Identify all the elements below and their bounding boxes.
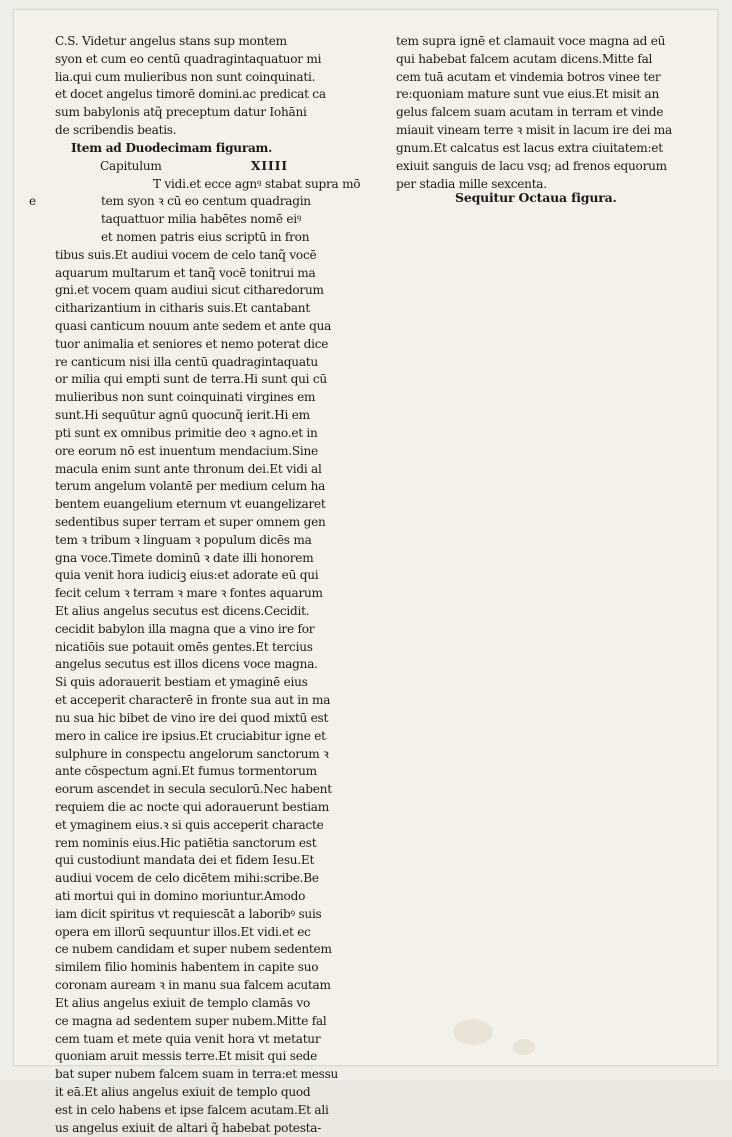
text-line: macula enim sunt ante thronum dei.Et vidi al [55, 461, 322, 476]
text-line: citharizantium in citharis suis.Et cantabant [55, 301, 310, 316]
text-line: et docet angelus timorē domini.ac predicat ca [55, 87, 326, 102]
text-line: ati mortui qui in domino moriuntur.Amodo [55, 889, 306, 903]
text-line: audiui vocem de celo dicētem mihi:scribe.Be [55, 871, 319, 886]
text-line: Et alius angelus secutus est dicens.Cecidit. [55, 604, 310, 618]
text-line: pti sunt ex omnibus primitie deo ꝛ agno.et in [55, 425, 318, 440]
text-line: ce nubem candidam et super nubem sedentem [55, 942, 332, 957]
text-line: lia.qui cum mulieribus non sunt coinquinati. [55, 69, 316, 84]
text-line: iam dicit spiritus vt requiescāt a laboribꝰ suis [55, 906, 322, 921]
text-line: aquarum multarum et tanq̃ vocē tonitrui ma [55, 265, 316, 280]
chapter-number: XIIII [251, 158, 289, 173]
text-line: sulphure in conspectu angelorum sanctorum ꝛ [55, 746, 329, 761]
text-line: fecit celum ꝛ terram ꝛ mare ꝛ fontes aquarum [55, 586, 323, 601]
text-line: ante cōspectum agni.Et fumus tormentorum [55, 764, 317, 779]
text-line: tibus suis.Et audiui vocem de celo tanq̃ vocē [55, 247, 317, 262]
text-line: miauit vineam terre ꝛ misit in lacum ire dei ma [396, 123, 672, 138]
text-line: T vidi.et ecce agnꝰ stabat supra mō [153, 176, 361, 191]
paper-stain [453, 1019, 493, 1045]
text-line: re canticum nisi illa centū quadragintaquatu [55, 354, 318, 369]
text-line: opera em illorū sequuntur illos.Et vidi.et ec [55, 924, 311, 939]
text-line: quasi canticum nouum ante sedem et ante qua [55, 319, 332, 333]
text-line: rem nominis eius.Hic patiētia sanctorum est [55, 835, 317, 850]
margin-letter: e [29, 194, 36, 209]
text-line: Et alius angelus exiuit de templo clamās vo [55, 995, 311, 1010]
text-line: similem filio hominis habentem in capite suo [55, 960, 319, 975]
text-line: de scribendis beatis. [55, 123, 177, 138]
text-line: gelus falcem suam acutam in terram et vinde [396, 105, 664, 120]
text-line: taquattuor milia habētes nomē eiꝰ [101, 212, 302, 227]
text-line: mulieribus non sunt coinquinati virgines em [55, 390, 316, 405]
text-line: gna voce.Timete dominū ꝛ date illi honorem [55, 550, 314, 565]
text-line: cecidit babylon illa magna que a vino ire for [55, 621, 315, 636]
text-line: sum babylonis atq̃ preceptum datur Iohāni [55, 105, 307, 120]
text-line: et ymaginem eius.ꝛ si quis acceperit characte [55, 817, 324, 832]
text-line: tem supra ignē et clamauit voce magna ad eū [396, 34, 666, 48]
text-line: requiem die ac nocte qui adorauerunt bestiam [55, 799, 329, 814]
text-line: or milia qui empti sunt de terra.Hi sunt qui cū [55, 372, 327, 387]
right-text-column [396, 33, 688, 193]
text-line: quia venit hora iudiciꝫ eius:et adorate eū qui [55, 568, 319, 583]
text-line: ce magna ad sedentem super nubem.Mitte fal [55, 1013, 327, 1028]
text-line: us angelus exiuit de altari q̃ habebat potesta- [55, 1120, 322, 1135]
chapter-label: Capitulum [100, 158, 162, 173]
text-line: exiuit sanguis de lacu vsq; ad frenos equorum [396, 158, 667, 173]
text-line: cem tuā acutam et vindemia botros vinee ter [396, 69, 661, 84]
text-line: qui habebat falcem acutam dicens.Mitte fal [396, 51, 653, 66]
text-line: C.S. Videtur angelus stans sup montem [55, 34, 287, 48]
text-line: et acceperit characterē in fronte sua aut in ma [55, 693, 331, 708]
text-line: tuor animalia et seniores et nemo poterat dice [55, 336, 329, 351]
text-line: cem tuam et mete quia venit hora vt metatur [55, 1031, 321, 1046]
text-line: est in celo habens et ipse falcem acutam.Et ali [55, 1102, 329, 1117]
text-line: it eā.Et alius angelus exiuit de templo quod [55, 1084, 311, 1099]
text-line: gnum.Et calcatus est lacus extra ciuitatem:et [396, 140, 663, 155]
text-line: terum angelum volantē per medium celum ha [55, 479, 326, 494]
text-line: tem syon ꝛ cū eo centum quadragin e [55, 193, 355, 211]
text-line: angelus secutus est illos dicens voce magna. [55, 657, 318, 672]
text-line: ore eorum nō est inuentum mendacium.Sine [55, 443, 318, 458]
text-line: re:quoniam mature sunt vue eius.Et misit an [396, 87, 659, 102]
chapter-row [55, 158, 355, 176]
closing-line: Sequitur Octaua figura. [455, 190, 617, 205]
text-line: bentem euangelium eternum vt euangelizaret [55, 497, 326, 512]
text-line: tem ꝛ tribum ꝛ linguam ꝛ populum dicēs ma [55, 532, 312, 547]
text-line: mero in calice ire ipsius.Et cruciabitur igne et [55, 728, 326, 743]
text-line: coronam auream ꝛ in manu sua falcem acutam [55, 978, 331, 993]
text-line: nicatiōis sue potauit omēs gentes.Et tercius [55, 639, 313, 654]
text-line: qui custodiunt mandata dei et fidem Iesu.Et [55, 853, 315, 868]
text-line: sedentibus super terram et super omnem gen [55, 514, 326, 529]
text-line: Si quis adorauerit bestiam et ymaginē eius [55, 675, 308, 690]
text-line: nu sua hic bibet de vino ire dei quod mixtū est [55, 710, 329, 725]
text-line: quoniam aruit messis terre.Et misit qui sede [55, 1049, 318, 1064]
text-line: sunt.Hi sequūtur agnū quocunq̃ ierit.Hi em [55, 408, 310, 423]
text-line: syon et cum eo centū quadragintaquatuor mi [55, 51, 322, 66]
text-line: bat super nubem falcem suam in terra:et messu [55, 1067, 339, 1082]
text-line: et nomen patris eius scriptū in fron [101, 229, 310, 244]
text-line: gni.et vocem quam audiui sicut citharedorum [55, 283, 324, 298]
paper-stain [513, 1039, 535, 1055]
section-heading: Item ad Duodecimam figuram. [71, 140, 273, 155]
text-line: per stadia mille sexcenta. [396, 176, 547, 191]
text-line: eorum ascendet in secula seculorū.Nec habent [55, 782, 332, 797]
left-text-column [29, 33, 361, 1137]
